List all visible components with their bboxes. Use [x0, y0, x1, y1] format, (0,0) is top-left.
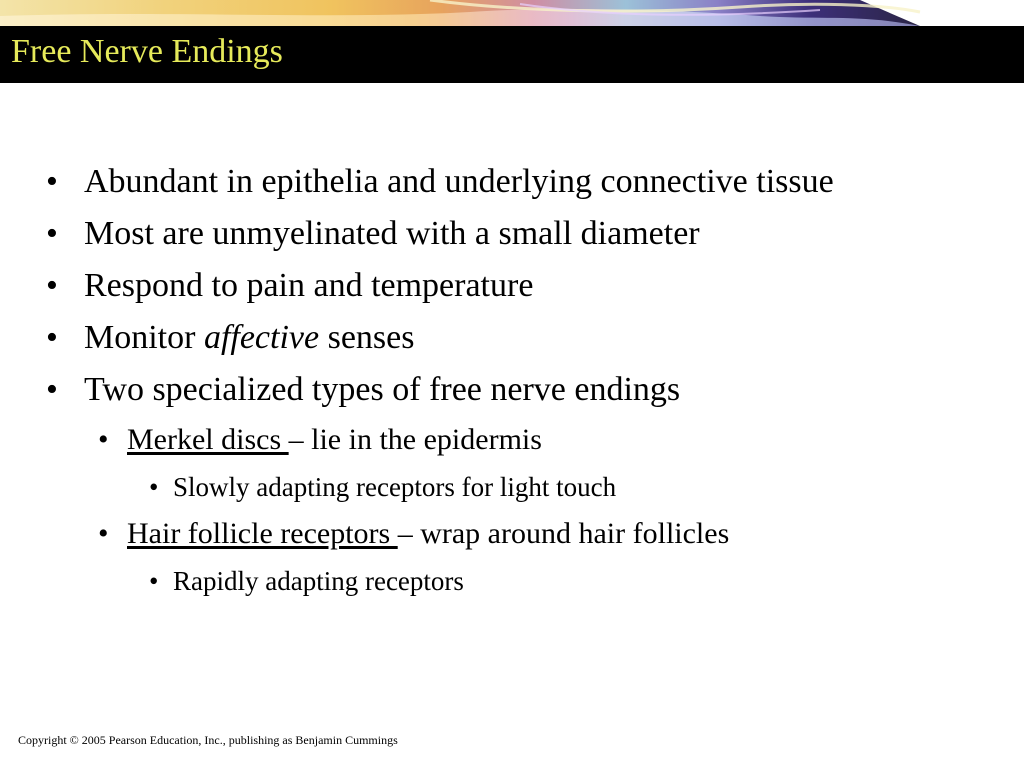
- bullet-icon: •: [46, 163, 58, 200]
- term-description: – lie in the epidermis: [288, 423, 542, 456]
- bullet-text: [84, 321, 415, 355]
- bullet-icon: •: [149, 566, 159, 596]
- bullet-icon: •: [46, 319, 58, 356]
- term-description: – wrap around hair follicles: [397, 517, 730, 550]
- bullet-icon: •: [46, 215, 58, 252]
- emphasized-term: affective: [203, 319, 320, 356]
- detail-text: Rapidly adapting receptors: [173, 566, 464, 596]
- sub-bullet-text: [127, 519, 729, 549]
- bullet-text: Respond to pain and temperature: [84, 267, 534, 304]
- copyright-footer: Copyright © 2005 Pearson Education, Inc., publishing as Benjamin Cummings: [18, 733, 398, 747]
- term-label: Hair follicle receptors: [127, 517, 398, 550]
- bullet-icon: •: [46, 371, 58, 408]
- slide-title: Free Nerve Endings: [11, 33, 283, 70]
- bullet-text: Most are unmyelinated with a small diameter: [84, 215, 700, 252]
- bullet-icon: •: [98, 423, 109, 456]
- bullet-text-end: senses: [319, 319, 415, 356]
- bullet-text: Two specialized types of free nerve endings: [84, 371, 681, 408]
- detail-text: Slowly adapting receptors for light touch: [173, 472, 617, 502]
- term-label: Merkel discs: [127, 423, 289, 456]
- bullet-text-start: Monitor: [84, 319, 204, 356]
- bullet-icon: •: [98, 517, 109, 550]
- bullet-icon: •: [149, 472, 159, 502]
- bullet-icon: •: [46, 267, 58, 304]
- sub-bullet-text: [127, 425, 542, 455]
- bullet-text: Abundant in epithelia and underlying connective tissue: [84, 163, 834, 200]
